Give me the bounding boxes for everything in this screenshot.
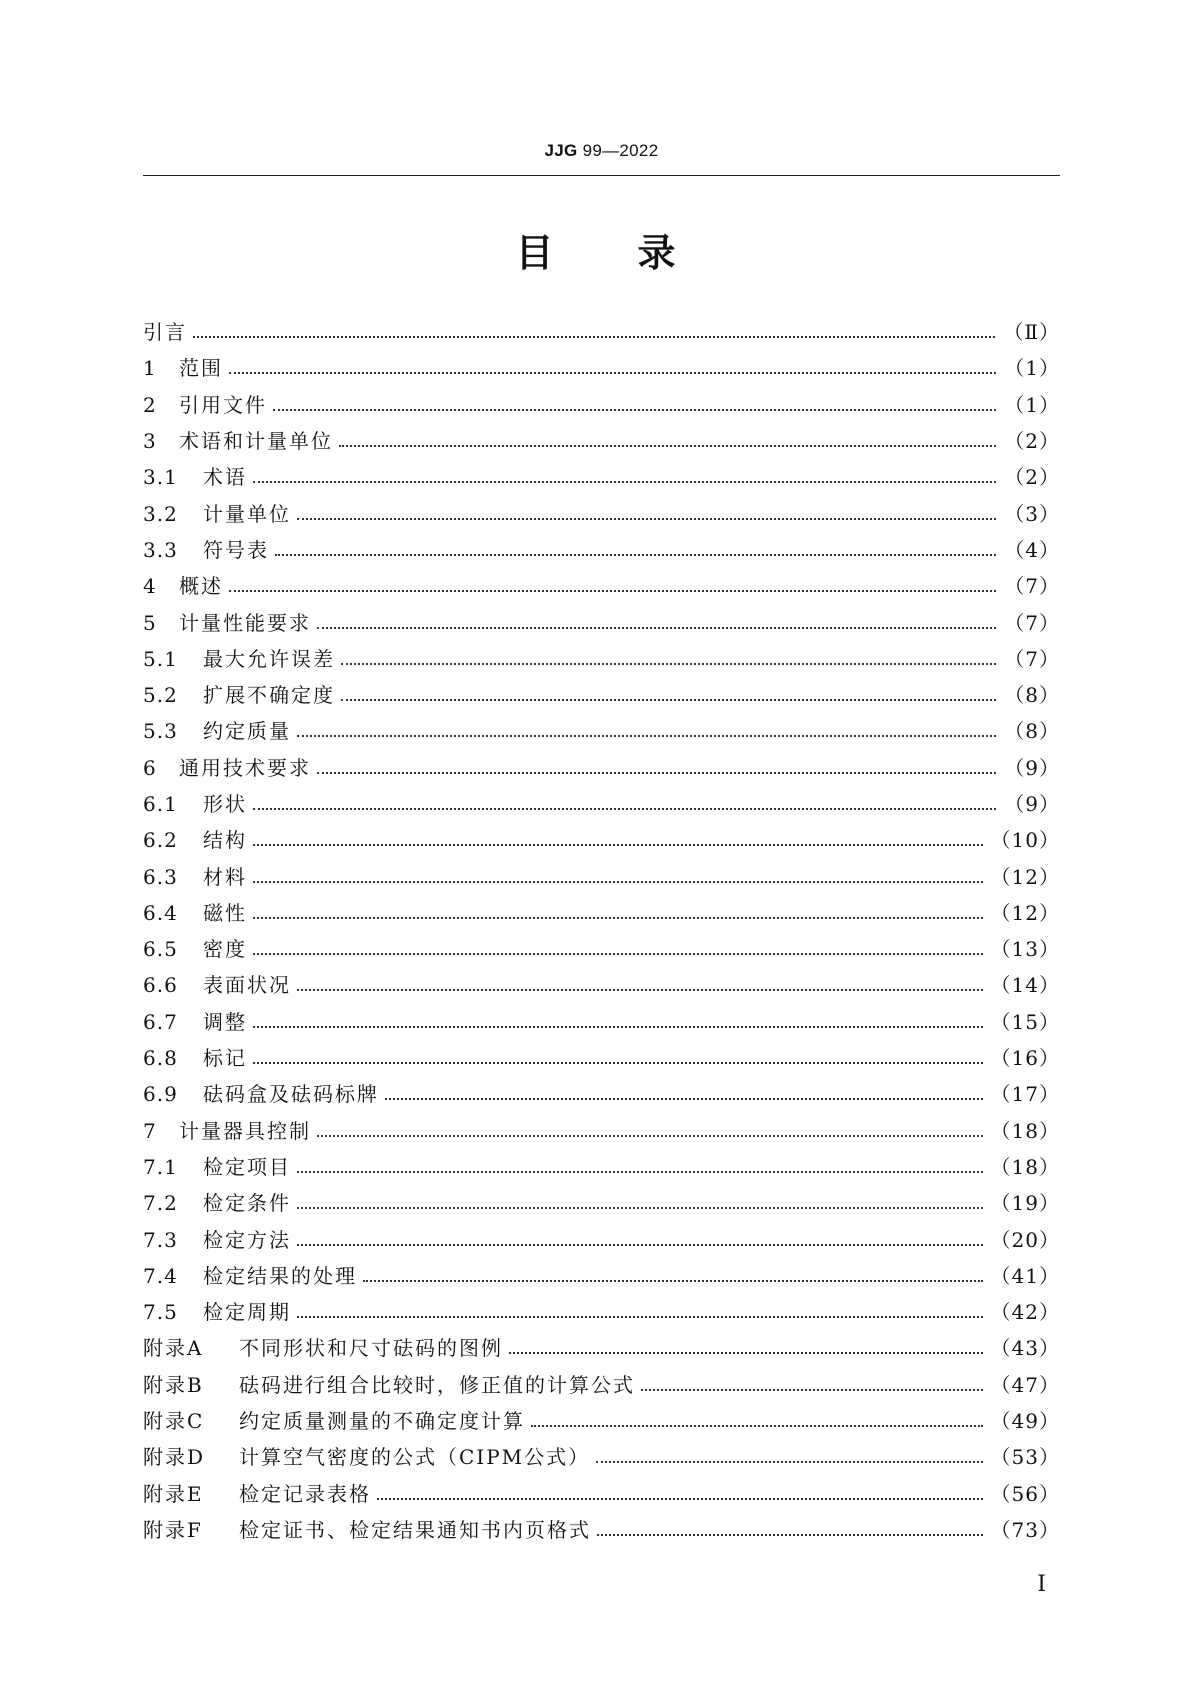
toc-entry-number: 3.3 [143,537,178,562]
toc-entry-label: 术语 [203,465,247,490]
toc-entry-page: （49） [990,1409,1060,1434]
standard-code [545,141,659,160]
toc-entry-label: 检定项目 [203,1154,291,1179]
toc-entry-page: （43） [990,1336,1060,1361]
toc-entry-label: 砝码进行组合比较时，修正值的计算公式 [239,1372,635,1397]
toc-dot-leader [297,979,983,991]
toc-entry-number: 3.1 [143,465,178,490]
toc-entry-page: （18） [990,1154,1060,1179]
toc-entry-label: 检定方法 [203,1227,291,1252]
toc-entry-number: 6.9 [143,1082,178,1107]
toc-entry-label: 检定条件 [203,1191,291,1216]
toc-entry-number: 7 [143,1118,157,1143]
page-header [143,141,1060,176]
toc-entry-label: 概述 [179,574,223,599]
toc-entry-label: 砝码盒及砝码标牌 [203,1082,379,1107]
toc-entry[interactable] [143,1439,1060,1475]
toc-entry-page: （53） [990,1445,1060,1470]
toc-entry-label: 约定质量测量的不确定度计算 [239,1409,525,1434]
toc-entry-page: （19） [990,1191,1060,1216]
toc-entry-number: 附录F [143,1517,203,1542]
toc-dot-leader [193,326,995,338]
toc-entry-label: 材料 [203,864,247,889]
toc-entry-label: 范围 [179,356,223,381]
toc-dot-leader [317,762,996,774]
toc-entry[interactable] [143,1258,1060,1294]
toc-dot-leader [229,580,996,592]
toc-entry-label: 不同形状和尺寸砝码的图例 [239,1336,503,1361]
toc-dot-leader [297,1161,983,1173]
toc-entry-page: （8） [1004,719,1060,744]
toc-entry-number: 6.5 [143,937,178,962]
toc-entry-page: （14） [990,973,1060,998]
toc-entry-page: （1） [1004,356,1060,381]
toc-dot-leader [253,834,983,846]
toc-entry[interactable] [143,713,1060,749]
toc-entry-label: 计量器具控制 [179,1118,311,1143]
toc-entry-page: （7） [1004,574,1060,599]
table-of-contents [143,314,1060,1548]
toc-dot-leader [297,1197,983,1209]
standard-code-number: 99—2022 [577,141,659,160]
toc-entry-label: 磁性 [203,900,247,925]
toc-entry-page: （2） [1004,429,1060,454]
toc-dot-leader [253,907,983,919]
toc-entry-page: （Ⅱ） [1003,320,1060,345]
toc-entry-page: （56） [990,1481,1060,1506]
toc-dot-leader [596,1451,982,1463]
toc-entry-page: （20） [990,1227,1060,1252]
page-number: Ⅰ [1037,1572,1046,1597]
toc-entry-page: （12） [990,864,1060,889]
toc-dot-leader [341,653,996,665]
toc-entry[interactable] [143,1185,1060,1221]
toc-entry[interactable] [143,822,1060,858]
toc-dot-leader [253,1016,983,1028]
toc-dot-leader [297,725,996,737]
toc-entry[interactable] [143,858,1060,894]
toc-entry-label: 计量单位 [203,501,291,526]
toc-dot-leader [363,1270,983,1282]
toc-entry-label: 表面状况 [203,973,291,998]
toc-entry-label: 通用技术要求 [179,755,311,780]
toc-entry-number: 5.3 [143,719,178,744]
toc-dot-leader [253,871,983,883]
toc-entry[interactable] [143,568,1060,604]
toc-entry[interactable] [143,1004,1060,1040]
toc-dot-leader [253,798,996,810]
toc-entry-label: 结构 [203,828,247,853]
toc-entry-number: 7.5 [143,1300,178,1325]
toc-entry-label: 扩展不确定度 [203,683,335,708]
toc-entry-page: （12） [990,900,1060,925]
page-title: 目录 [515,231,760,275]
toc-entry-number: 6.7 [143,1009,178,1034]
toc-dot-leader [297,1234,983,1246]
toc-dot-leader [275,544,996,556]
toc-entry-page: （15） [990,1009,1060,1034]
toc-entry-number: 6.3 [143,864,178,889]
toc-entry-label: 标记 [203,1046,247,1071]
toc-entry-number: 5.1 [143,646,178,671]
toc-entry-label: 形状 [203,792,247,816]
toc-dot-leader [317,1125,983,1137]
toc-entry[interactable] [143,1076,1060,1112]
toc-entry-page: （7） [1004,610,1060,635]
toc-dot-leader [339,435,996,447]
toc-entry-page: （13） [990,937,1060,962]
toc-entry-page: （16） [990,1046,1060,1071]
toc-entry-page: （47） [990,1372,1060,1397]
toc-entry-number: 附录D [143,1445,206,1470]
standard-code-prefix: JJG [544,141,578,160]
toc-entry-number: 7.2 [143,1191,178,1216]
toc-entry[interactable] [143,604,1060,640]
toc-entry-number: 2 [143,392,157,417]
toc-dot-leader [317,617,996,629]
toc-entry-label: 最大允许误差 [203,646,335,671]
toc-entry-page: （3） [1004,501,1060,526]
toc-dot-leader [229,362,996,374]
toc-entry-label: 术语和计量单位 [179,429,333,454]
toc-entry[interactable] [143,387,1060,423]
toc-dot-leader [509,1342,983,1354]
toc-entry-number: 附录B [143,1372,204,1397]
toc-entry-page: （9） [1004,792,1060,816]
toc-dot-leader [385,1088,983,1100]
toc-dot-leader [641,1379,983,1391]
toc-entry[interactable] [143,895,1060,931]
toc-entry[interactable] [143,1403,1060,1439]
toc-dot-leader [253,471,996,483]
toc-entry-number: 6.8 [143,1046,178,1071]
toc-dot-leader [297,1306,983,1318]
toc-entry-page: （73） [990,1517,1060,1542]
toc-entry[interactable] [143,532,1060,568]
toc-entry-number: 6.2 [143,828,178,853]
toc-entry-label: 计算空气密度的公式（CIPM公式） [239,1445,591,1470]
toc-entry-number: 6 [143,755,157,780]
toc-entry-page: （8） [1004,683,1060,708]
toc-entry-number: 6.6 [143,973,178,998]
toc-entry-number: 附录C [143,1409,205,1434]
toc-entry-page: （42） [990,1300,1060,1325]
toc-entry[interactable] [143,641,1060,677]
toc-entry[interactable] [143,967,1060,1003]
toc-entry[interactable] [143,459,1060,495]
toc-dot-leader [253,1052,983,1064]
toc-entry[interactable] [143,423,1060,459]
toc-entry-label: 检定记录表格 [239,1481,371,1506]
toc-entry-label: 引言 [143,320,187,345]
toc-entry[interactable] [143,350,1060,386]
toc-entry[interactable] [143,750,1060,786]
toc-entry[interactable] [143,1149,1060,1185]
toc-entry-number: 3 [143,429,157,454]
toc-entry[interactable] [143,786,1060,822]
toc-dot-leader [597,1524,983,1536]
toc-entry-label: 计量性能要求 [179,610,311,635]
toc-entry-page: （2） [1004,465,1060,490]
toc-entry-label: 密度 [203,937,247,962]
toc-entry-number: 5.2 [143,683,178,708]
toc-entry[interactable] [143,1512,1060,1548]
toc-dot-leader [531,1415,983,1427]
toc-entry-number: 5 [143,610,157,635]
toc-entry-page: （1） [1004,392,1060,417]
toc-entry[interactable] [143,1040,1060,1076]
toc-entry-number: 7.1 [143,1154,178,1179]
toc-entry-label: 检定结果的处理 [203,1263,357,1288]
toc-entry[interactable] [143,314,1060,350]
toc-entry[interactable] [143,1330,1060,1366]
toc-entry-page: （7） [1004,646,1060,671]
toc-entry[interactable] [143,1367,1060,1403]
toc-entry-label: 检定周期 [203,1300,291,1325]
toc-entry[interactable] [143,1113,1060,1149]
toc-entry-number: 3.2 [143,501,178,526]
toc-dot-leader [377,1488,983,1500]
toc-entry[interactable] [143,495,1060,531]
toc-entry-number: 附录E [143,1481,204,1506]
toc-dot-leader [253,943,983,955]
toc-dot-leader [297,508,996,520]
toc-entry-number: 7.3 [143,1227,178,1252]
toc-entry-label: 约定质量 [203,719,291,744]
toc-entry[interactable] [143,931,1060,967]
toc-entry-page: （10） [990,828,1060,853]
toc-entry[interactable] [143,1294,1060,1330]
toc-entry-number: 4 [143,574,157,599]
toc-entry-label: 调整 [203,1009,247,1034]
toc-entry-page: （9） [1004,755,1060,780]
toc-entry-label: 符号表 [203,537,269,562]
toc-entry-page: （18） [990,1118,1060,1143]
toc-dot-leader [273,399,996,411]
toc-entry-label: 检定证书、检定结果通知书内页格式 [239,1517,591,1542]
toc-entry-number: 附录A [143,1336,204,1361]
toc-entry-number: 7.4 [143,1263,178,1288]
toc-entry-number: 6.1 [143,792,178,816]
toc-entry[interactable] [143,1476,1060,1512]
toc-entry-number: 1 [143,356,157,381]
toc-entry[interactable] [143,677,1060,713]
toc-entry-page: （17） [990,1082,1060,1107]
toc-entry-number: 6.4 [143,900,178,925]
toc-entry[interactable] [143,1221,1060,1257]
toc-dot-leader [341,689,996,701]
toc-entry-page: （4） [1004,537,1060,562]
toc-entry-page: （41） [990,1263,1060,1288]
toc-entry-label: 引用文件 [179,392,267,417]
